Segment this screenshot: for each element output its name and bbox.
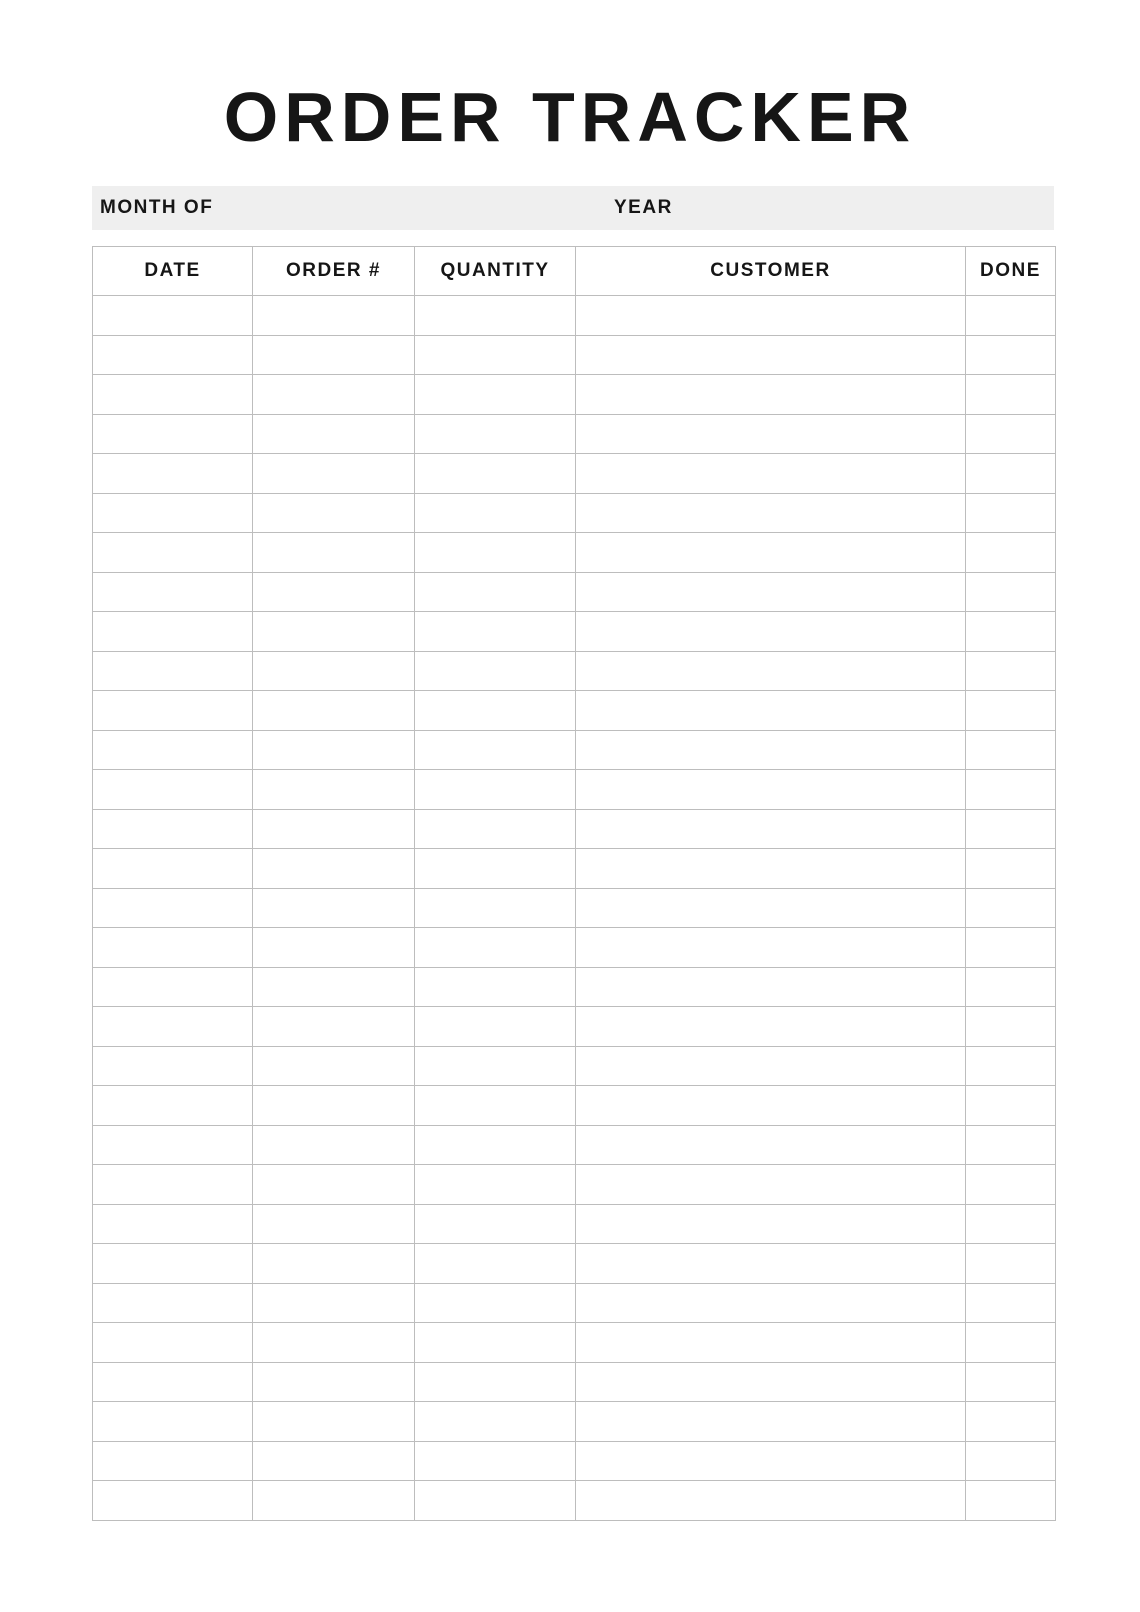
order-number-cell[interactable]: [253, 1481, 415, 1521]
customer-cell[interactable]: [576, 1283, 966, 1323]
table-row: [93, 1086, 1056, 1126]
table-row: [93, 1007, 1056, 1047]
done-cell[interactable]: [966, 454, 1056, 494]
date-cell[interactable]: [93, 533, 253, 573]
customer-cell[interactable]: [576, 1441, 966, 1481]
quantity-cell[interactable]: [415, 375, 576, 415]
quantity-cell[interactable]: [415, 1323, 576, 1363]
table-row: [93, 1283, 1056, 1323]
done-cell[interactable]: [966, 1125, 1056, 1165]
customer-cell[interactable]: [576, 1046, 966, 1086]
column-header-done: DONE: [966, 247, 1056, 296]
quantity-cell[interactable]: [415, 572, 576, 612]
done-cell[interactable]: [966, 1402, 1056, 1442]
table-row: [93, 572, 1056, 612]
quantity-cell[interactable]: [415, 1125, 576, 1165]
done-cell[interactable]: [966, 1323, 1056, 1363]
table-row: [93, 849, 1056, 889]
month-year-bar: [92, 186, 1054, 230]
done-cell[interactable]: [966, 1481, 1056, 1521]
done-cell[interactable]: [966, 1165, 1056, 1205]
date-cell[interactable]: [93, 651, 253, 691]
order-number-cell[interactable]: [253, 493, 415, 533]
date-cell[interactable]: [93, 1165, 253, 1205]
table-row: [93, 1323, 1056, 1363]
order-number-cell[interactable]: [253, 691, 415, 731]
date-cell[interactable]: [93, 454, 253, 494]
customer-cell[interactable]: [576, 335, 966, 375]
done-cell[interactable]: [966, 928, 1056, 968]
column-header-date: DATE: [93, 247, 253, 296]
order-number-cell[interactable]: [253, 454, 415, 494]
customer-cell[interactable]: [576, 1323, 966, 1363]
table-row: [93, 1125, 1056, 1165]
table-row: [93, 1402, 1056, 1442]
done-cell[interactable]: [966, 533, 1056, 573]
table-row: [93, 375, 1056, 415]
quantity-cell[interactable]: [415, 967, 576, 1007]
quantity-cell[interactable]: [415, 1086, 576, 1126]
customer-cell[interactable]: [576, 691, 966, 731]
date-cell[interactable]: [93, 1046, 253, 1086]
table-header-row: [93, 247, 1056, 296]
done-cell[interactable]: [966, 375, 1056, 415]
customer-cell[interactable]: [576, 809, 966, 849]
quantity-cell[interactable]: [415, 1283, 576, 1323]
order-number-cell[interactable]: [253, 612, 415, 652]
order-number-cell[interactable]: [253, 928, 415, 968]
done-cell[interactable]: [966, 1283, 1056, 1323]
quantity-cell[interactable]: [415, 1481, 576, 1521]
column-header-customer: CUSTOMER: [576, 247, 966, 296]
order-number-cell[interactable]: [253, 651, 415, 691]
quantity-cell[interactable]: [415, 612, 576, 652]
quantity-cell[interactable]: [415, 1165, 576, 1205]
date-cell[interactable]: [93, 493, 253, 533]
date-cell[interactable]: [93, 888, 253, 928]
table-row: [93, 1441, 1056, 1481]
done-cell[interactable]: [966, 335, 1056, 375]
quantity-cell[interactable]: [415, 414, 576, 454]
order-number-cell[interactable]: [253, 1204, 415, 1244]
column-header-order-number: ORDER #: [253, 247, 415, 296]
table-row: [93, 493, 1056, 533]
date-cell[interactable]: [93, 375, 253, 415]
table-row: [93, 1165, 1056, 1205]
customer-cell[interactable]: [576, 651, 966, 691]
done-cell[interactable]: [966, 414, 1056, 454]
table-row: [93, 967, 1056, 1007]
quantity-cell[interactable]: [415, 651, 576, 691]
date-cell[interactable]: [93, 1283, 253, 1323]
table-row: [93, 454, 1056, 494]
done-cell[interactable]: [966, 770, 1056, 810]
order-number-cell[interactable]: [253, 1441, 415, 1481]
customer-cell[interactable]: [576, 1481, 966, 1521]
quantity-cell[interactable]: [415, 454, 576, 494]
date-cell[interactable]: [93, 928, 253, 968]
date-cell[interactable]: [93, 1323, 253, 1363]
customer-cell[interactable]: [576, 1007, 966, 1047]
customer-cell[interactable]: [576, 928, 966, 968]
order-number-cell[interactable]: [253, 1283, 415, 1323]
table-row: [93, 928, 1056, 968]
order-number-cell[interactable]: [253, 1165, 415, 1205]
customer-cell[interactable]: [576, 572, 966, 612]
order-number-cell[interactable]: [253, 770, 415, 810]
customer-cell[interactable]: [576, 1244, 966, 1284]
date-cell[interactable]: [93, 296, 253, 336]
quantity-cell[interactable]: [415, 533, 576, 573]
order-number-cell[interactable]: [253, 335, 415, 375]
table-row: [93, 730, 1056, 770]
quantity-cell[interactable]: [415, 1402, 576, 1442]
date-cell[interactable]: [93, 335, 253, 375]
order-number-cell[interactable]: [253, 888, 415, 928]
page-title: ORDER TRACKER: [223, 78, 917, 156]
date-cell[interactable]: [93, 849, 253, 889]
table-row: [93, 296, 1056, 336]
table-row: [93, 691, 1056, 731]
table-row: [93, 651, 1056, 691]
order-number-cell[interactable]: [253, 414, 415, 454]
month-of-label: MONTH OF: [100, 197, 214, 218]
order-tracker-table: [92, 246, 1056, 1521]
quantity-cell[interactable]: [415, 691, 576, 731]
table-row: [93, 335, 1056, 375]
table-row: [93, 612, 1056, 652]
order-number-cell[interactable]: [253, 1046, 415, 1086]
customer-cell[interactable]: [576, 493, 966, 533]
done-cell[interactable]: [966, 691, 1056, 731]
customer-cell[interactable]: [576, 612, 966, 652]
done-cell[interactable]: [966, 1007, 1056, 1047]
date-cell[interactable]: [93, 1402, 253, 1442]
customer-cell[interactable]: [576, 770, 966, 810]
quantity-cell[interactable]: [415, 493, 576, 533]
quantity-cell[interactable]: [415, 928, 576, 968]
date-cell[interactable]: [93, 1481, 253, 1521]
order-number-cell[interactable]: [253, 1402, 415, 1442]
order-number-cell[interactable]: [253, 967, 415, 1007]
quantity-cell[interactable]: [415, 1007, 576, 1047]
quantity-cell[interactable]: [415, 1204, 576, 1244]
date-cell[interactable]: [93, 770, 253, 810]
quantity-cell[interactable]: [415, 770, 576, 810]
table-row: [93, 1362, 1056, 1402]
table-row: [93, 1244, 1056, 1284]
date-cell[interactable]: [93, 414, 253, 454]
customer-cell[interactable]: [576, 1086, 966, 1126]
quantity-cell[interactable]: [415, 809, 576, 849]
table-row: [93, 414, 1056, 454]
customer-cell[interactable]: [576, 1125, 966, 1165]
date-cell[interactable]: [93, 1086, 253, 1126]
customer-cell[interactable]: [576, 375, 966, 415]
table-row: [93, 1481, 1056, 1521]
order-number-cell[interactable]: [253, 1086, 415, 1126]
quantity-cell[interactable]: [415, 1441, 576, 1481]
customer-cell[interactable]: [576, 888, 966, 928]
table-row: [93, 770, 1056, 810]
customer-cell[interactable]: [576, 414, 966, 454]
done-cell[interactable]: [966, 1362, 1056, 1402]
date-cell[interactable]: [93, 1125, 253, 1165]
order-number-cell[interactable]: [253, 296, 415, 336]
year-label: YEAR: [614, 197, 673, 218]
quantity-cell[interactable]: [415, 1244, 576, 1284]
customer-cell[interactable]: [576, 1362, 966, 1402]
quantity-cell[interactable]: [415, 296, 576, 336]
order-number-cell[interactable]: [253, 1244, 415, 1284]
quantity-cell[interactable]: [415, 730, 576, 770]
order-number-cell[interactable]: [253, 1362, 415, 1402]
table-row: [93, 1204, 1056, 1244]
done-cell[interactable]: [966, 1046, 1056, 1086]
date-cell[interactable]: [93, 612, 253, 652]
date-cell[interactable]: [93, 1007, 253, 1047]
date-cell[interactable]: [93, 1441, 253, 1481]
quantity-cell[interactable]: [415, 849, 576, 889]
done-cell[interactable]: [966, 967, 1056, 1007]
done-cell[interactable]: [966, 296, 1056, 336]
customer-cell[interactable]: [576, 967, 966, 1007]
quantity-cell[interactable]: [415, 888, 576, 928]
date-cell[interactable]: [93, 967, 253, 1007]
order-number-cell[interactable]: [253, 849, 415, 889]
order-number-cell[interactable]: [253, 533, 415, 573]
customer-cell[interactable]: [576, 849, 966, 889]
customer-cell[interactable]: [576, 533, 966, 573]
order-number-cell[interactable]: [253, 730, 415, 770]
date-cell[interactable]: [93, 572, 253, 612]
table-row: [93, 533, 1056, 573]
customer-cell[interactable]: [576, 730, 966, 770]
quantity-cell[interactable]: [415, 1046, 576, 1086]
done-cell[interactable]: [966, 849, 1056, 889]
date-cell[interactable]: [93, 809, 253, 849]
order-number-cell[interactable]: [253, 375, 415, 415]
date-cell[interactable]: [93, 1362, 253, 1402]
done-cell[interactable]: [966, 572, 1056, 612]
order-number-cell[interactable]: [253, 1125, 415, 1165]
customer-cell[interactable]: [576, 296, 966, 336]
customer-cell[interactable]: [576, 1402, 966, 1442]
done-cell[interactable]: [966, 493, 1056, 533]
done-cell[interactable]: [966, 730, 1056, 770]
customer-cell[interactable]: [576, 1165, 966, 1205]
table-row: [93, 809, 1056, 849]
date-cell[interactable]: [93, 1204, 253, 1244]
done-cell[interactable]: [966, 1441, 1056, 1481]
table-row: [93, 1046, 1056, 1086]
order-number-cell[interactable]: [253, 1323, 415, 1363]
customer-cell[interactable]: [576, 454, 966, 494]
quantity-cell[interactable]: [415, 335, 576, 375]
customer-cell[interactable]: [576, 1204, 966, 1244]
table-body: [93, 296, 1056, 1521]
order-number-cell[interactable]: [253, 809, 415, 849]
date-cell[interactable]: [93, 691, 253, 731]
order-number-cell[interactable]: [253, 1007, 415, 1047]
quantity-cell[interactable]: [415, 1362, 576, 1402]
date-cell[interactable]: [93, 730, 253, 770]
date-cell[interactable]: [93, 1244, 253, 1284]
done-cell[interactable]: [966, 888, 1056, 928]
done-cell[interactable]: [966, 612, 1056, 652]
order-number-cell[interactable]: [253, 572, 415, 612]
done-cell[interactable]: [966, 1086, 1056, 1126]
column-header-quantity: QUANTITY: [415, 247, 576, 296]
done-cell[interactable]: [966, 651, 1056, 691]
table-row: [93, 888, 1056, 928]
done-cell[interactable]: [966, 1244, 1056, 1284]
done-cell[interactable]: [966, 1204, 1056, 1244]
done-cell[interactable]: [966, 809, 1056, 849]
